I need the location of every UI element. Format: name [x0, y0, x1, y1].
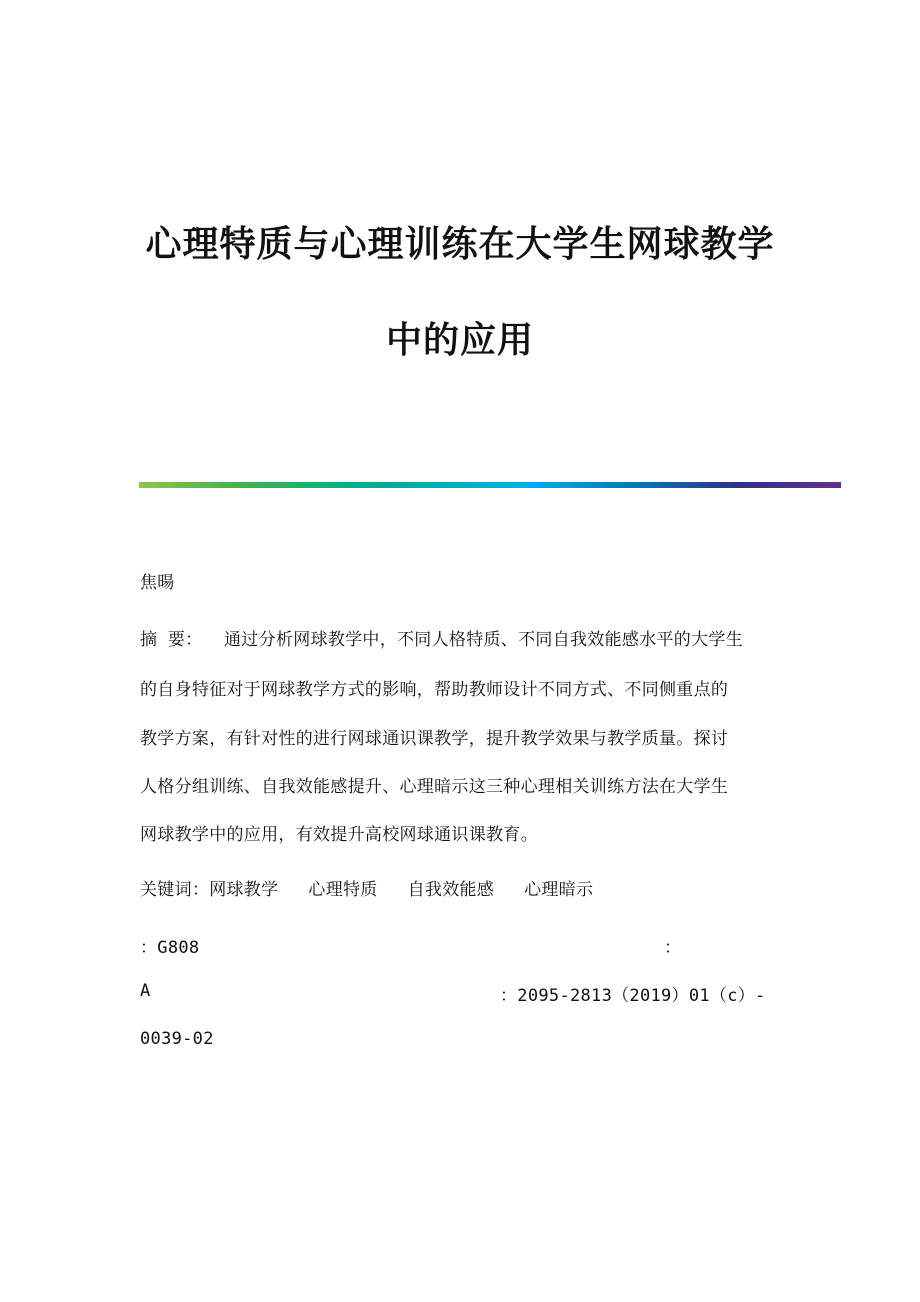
- title-line-1: 心理特质与心理训练在大学生网球教学: [145, 224, 775, 265]
- abstract-label: 摘 要：: [140, 630, 203, 650]
- gradient-divider: [139, 482, 841, 488]
- abstract-line-1: [140, 625, 743, 650]
- classification-colon: ：: [664, 938, 682, 958]
- issn-line: ：2095-2813（2019）01（c）-: [500, 986, 766, 1006]
- abstract-line-5: 网球教学中的应用，有效提升高校网球通识课教育。: [140, 825, 538, 845]
- abstract-line-2: 的自身特征对于网球教学方式的影响，帮助教师设计不同方式、不同侧重点的: [140, 680, 729, 700]
- abstract-line-3: 教学方案，有针对性的进行网球通识课教学，提升教学效果与教学质量。探讨: [140, 729, 729, 749]
- keyword: 网球教学: [209, 880, 279, 900]
- keyword: 自我效能感: [407, 880, 495, 900]
- abstract-line-4: 人格分组训练、自我效能感提升、心理暗示这三种心理相关训练方法在大学生: [140, 777, 729, 797]
- keywords-label: 关键词：: [140, 880, 210, 900]
- keywords-line: [140, 875, 593, 900]
- abstract-text: 通过分析网球教学中，不同人格特质、不同自我效能感水平的大学生: [224, 630, 743, 650]
- article-number: 0039-02: [140, 1029, 214, 1049]
- keyword: 心理暗示: [524, 880, 594, 900]
- author: 焦暘: [140, 573, 175, 593]
- document-code: A: [140, 981, 151, 1001]
- title-line-2: 中的应用: [385, 320, 534, 361]
- keyword: 心理特质: [308, 880, 378, 900]
- clc-number: ：G808: [140, 938, 200, 958]
